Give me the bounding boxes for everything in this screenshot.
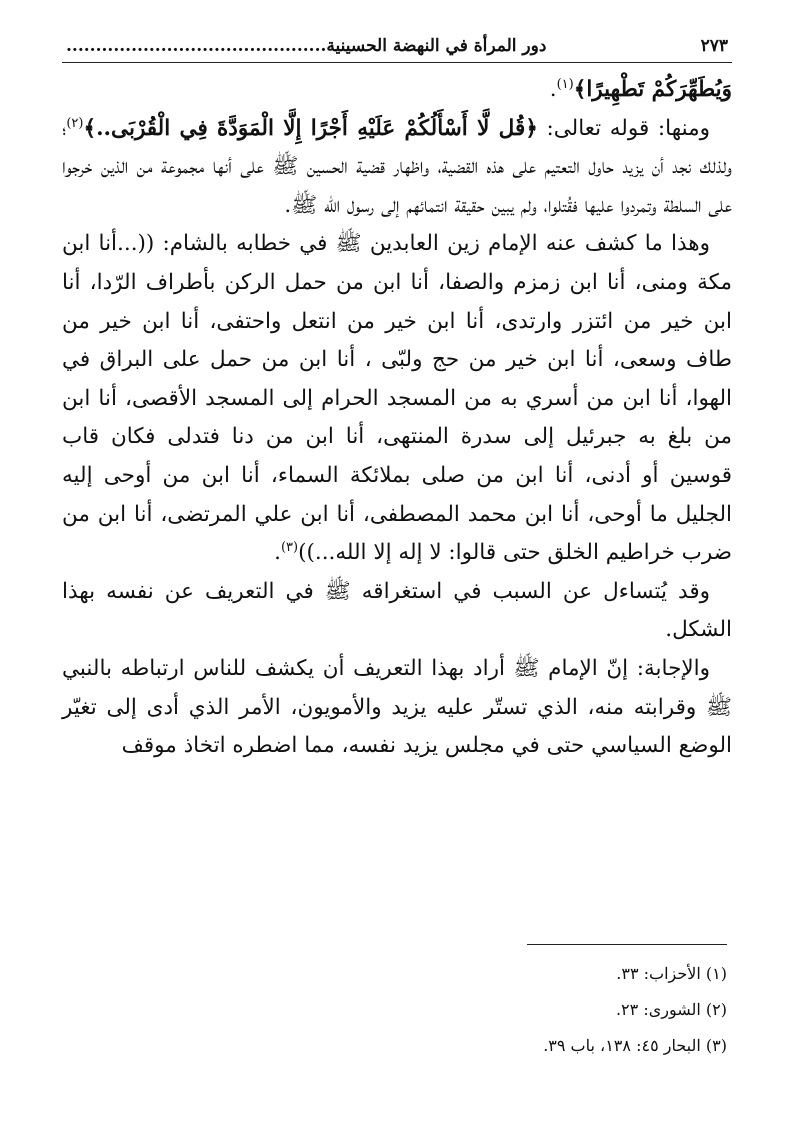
page-number: ٢٧٣ — [700, 36, 728, 56]
paragraph — [62, 650, 732, 766]
footnote: (٢) الشورى: ٢٣. — [615, 1000, 727, 1019]
footnote: (١) الأحزاب: ٣٣. — [616, 964, 727, 983]
footnote: (٣) البحار ٤٥: ١٣٨، باب ٣٩. — [543, 1036, 727, 1055]
paragraph-text: وقد يُتساءل عن السبب في استغراقه ﷺ في التعريف عن نفسه بهذا الشكل. — [62, 578, 732, 643]
body-text — [62, 71, 732, 766]
page-header — [62, 28, 732, 63]
footnote-marker: (٣) — [280, 539, 299, 555]
paragraph-text: وهذا ما كشف عنه الإمام زين العابدين ﷺ في خطابه بالشام: ((...أنا ابن مكة ومنى، أنا ابن زمزم والصفا، أنا ابن من حمل الركن بأطراف الرّدا، أنا ابن خير من ائتزر وارتدى، أنا ابن خير من انتعل واحتفى، أنا ابن خير من طاف وسعى، أنا ابن خير من حج ولبّى ، أنا ابن من حمل على البراق في الهوا، أنا ابن من أسري به من المسجد الحرام إلى المسجد الأقصى، أنا ابن من بلغ به جبرئيل إلى سدرة المنتهى، أنا ابن من دنا فتدلى فكان قاب قوسين أو أدنى، أنا ابن من صلى بملائكة السماء، أنا ابن من أوحى إليه الجليل ما أوحى، أنا ابن محمد المصطفى، أنا ابن علي المرتضى، أنا ابن من ضرب خراطيم الخلق حتى قالوا: لا إله إلا الله...)) — [62, 231, 732, 566]
footnote-separator — [527, 944, 727, 945]
footnote-marker: (١) — [556, 76, 574, 92]
paragraph — [62, 225, 732, 572]
quran-verse: ﴿قُل لَّا أَسْأَلُكُمْ عَلَيْهِ أَجْرًا إِلَّا الْمَوَدَّةَ فِي الْقُرْبَى..﴾ — [83, 115, 538, 141]
paragraph — [62, 110, 732, 226]
paragraph-text: ؛ ولذلك نجد أن يزيد حاول التعتيم على هذه القضية، واظهار قضية الحسين ﷺ على أنها مجموعة من الذين خرجوا على السلطة وتمردوا عليها فقُتلوا، ولم يبين حقيقة انتمائهم إلى رسول الله ﷺ. — [62, 115, 732, 218]
paragraph-text: ومنها: قوله تعالى: — [537, 115, 710, 141]
quran-verse: وَيُطَهِّرَكُمْ تَطْهِيرًا﴾ — [573, 77, 732, 102]
paragraph-text: والإجابة: إنّ الإمام ﷺ أراد بهذا التعريف أن يكشف للناس ارتباطه بالنبي ﷺ وقرابته منه، الذي تستّر عليه يزيد والأمويون، الأمر الذي أدى إلى تغيّر الوضع السياسي حتى في مجلس يزيد نفسه، مما اضطره اتخاذ موقف — [62, 655, 732, 759]
paragraph — [62, 71, 732, 110]
footnotes — [543, 956, 727, 1064]
paragraph — [62, 573, 732, 650]
page — [62, 28, 732, 766]
footnote-marker: (٢) — [66, 115, 84, 131]
paragraph-text: . — [274, 540, 281, 566]
paragraph-text: . — [549, 77, 557, 102]
running-title: دور المرأة في النهضة الحسينية............................................ — [66, 36, 547, 56]
